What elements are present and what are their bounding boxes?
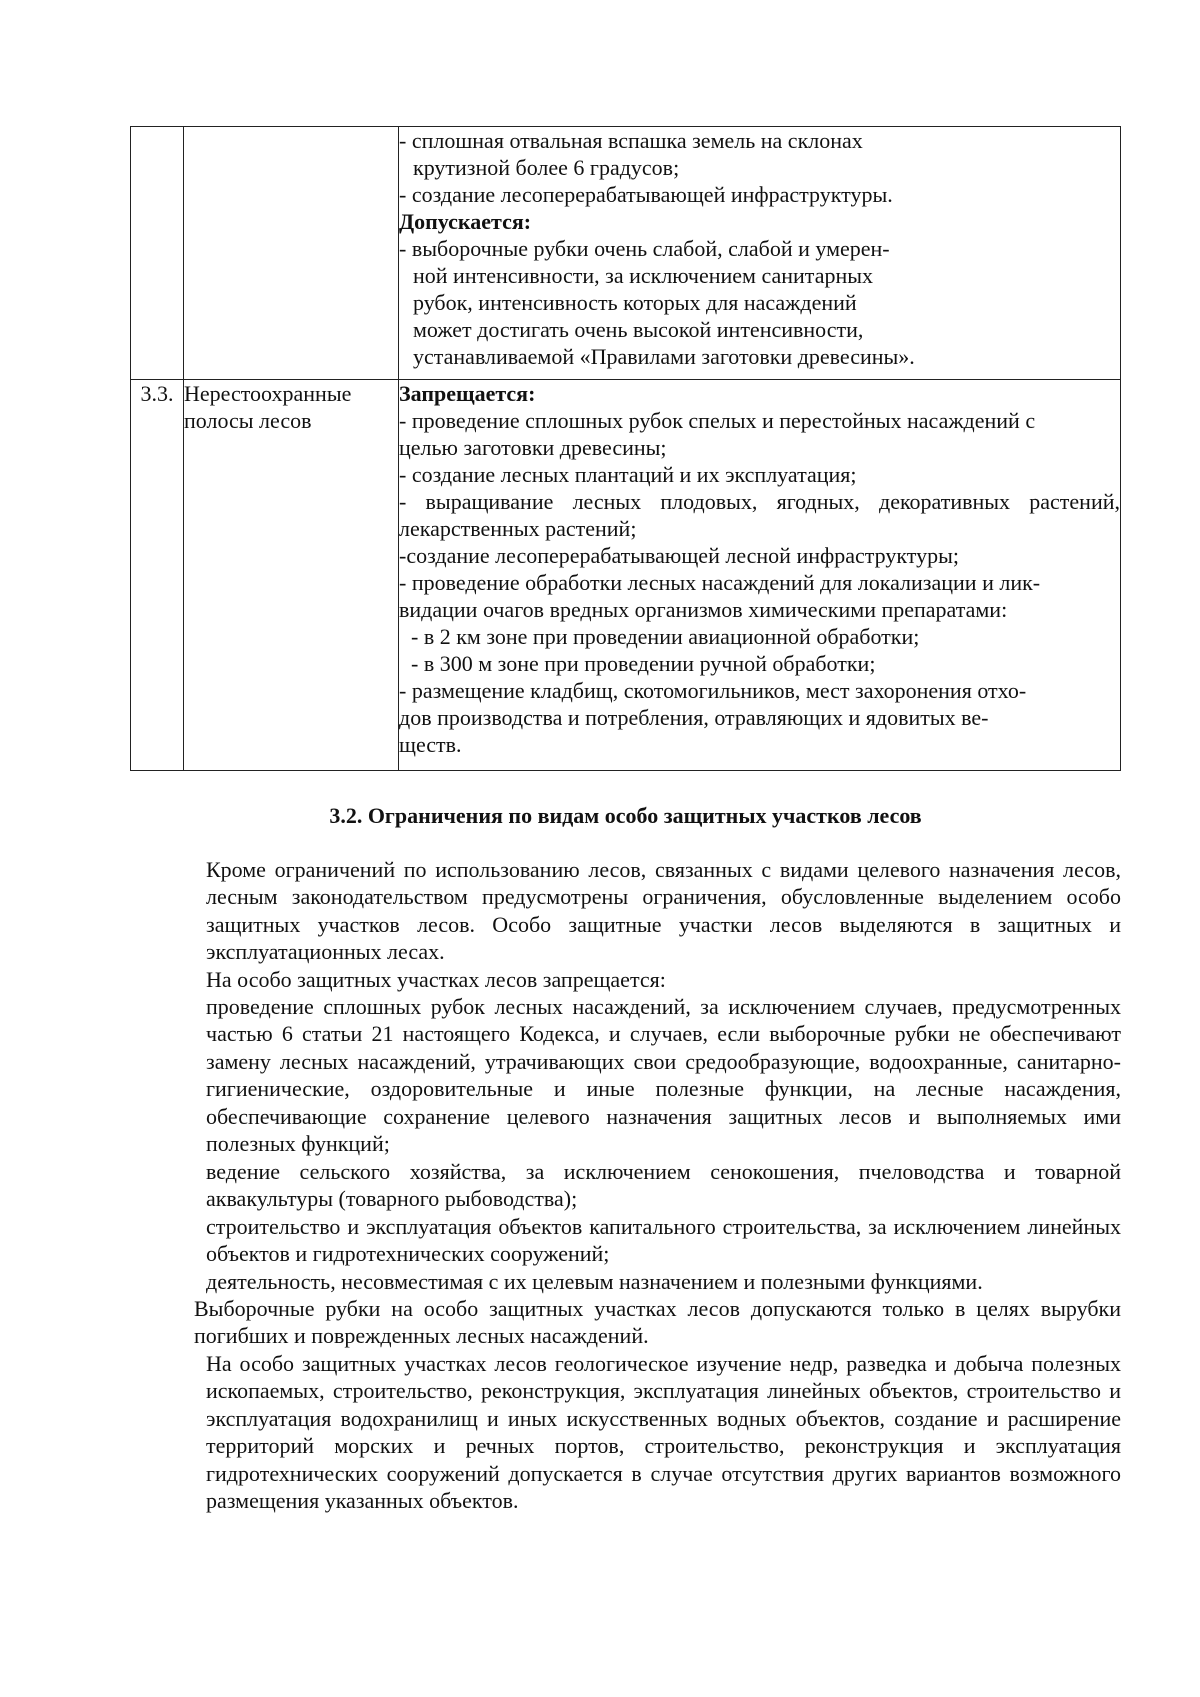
row-name-cell xyxy=(184,127,399,380)
allowed-line: - выборочные рубки очень слабой, слабой и умерен- xyxy=(399,236,890,261)
restriction-line: - выращивание лесных плодовых, ягодных, декоративных растений, xyxy=(399,489,1120,514)
paragraph xyxy=(134,1158,1121,1213)
paragraph-text: На особо защитных участках лесов геологическое изучение недр, разведка и добыча полезных ископаемых, строительство, реконструкция, эксплуатация линейных объектов, строительство и эксплуатация водохранилищ и иных искусственных водных объектов, создание и расширение территорий морских и речных портов, строительство, реконструкция и эксплуатация гидротехнических сооружений допускается в случае отсутствия других вариантов возможного размещения указанных объектов. xyxy=(206,1351,1121,1514)
allowed-line: рубок, интенсивность которых для насаждений xyxy=(413,290,857,315)
paragraph xyxy=(134,1295,1121,1350)
paragraph-text: На особо защитных участках лесов запрещается: xyxy=(206,967,666,992)
paragraph-text: Выборочные рубки на особо защитных участках лесов допускаются только в целях вырубки погибших и поврежденных лесных насаждений. xyxy=(194,1296,1121,1349)
allowed-heading: Допускается: xyxy=(399,209,532,234)
row-name-cell xyxy=(184,380,399,771)
row-restrictions-cell xyxy=(399,380,1121,771)
restriction-line: - размещение кладбищ, скотомогильников, мест захоронения отхо- xyxy=(399,678,1027,703)
paragraph xyxy=(134,856,1121,966)
paragraph xyxy=(134,1213,1121,1268)
restriction-line: -создание лесоперерабатывающей лесной инфраструктуры; xyxy=(399,543,959,568)
row-restrictions-cell xyxy=(399,127,1121,380)
section-title: 3.2. Ограничения по видам особо защитных участков лесов xyxy=(329,803,922,828)
paragraph xyxy=(134,993,1121,1157)
row-name-line: полосы лесов xyxy=(184,408,312,433)
restriction-line: видации очагов вредных организмов химическими препаратами: xyxy=(399,597,1008,622)
restriction-line: - в 300 м зоне при проведении ручной обработки; xyxy=(411,651,876,676)
allowed-line: устанавливаемой «Правилами заготовки древесины». xyxy=(413,344,915,369)
table-row xyxy=(131,127,1121,380)
paragraph xyxy=(134,1350,1121,1514)
restriction-line: - создание лесных плантаций и их эксплуатация; xyxy=(399,462,857,487)
restriction-line: целью заготовки древесины; xyxy=(399,435,667,460)
paragraph xyxy=(134,1268,1121,1295)
restriction-line: крутизной более 6 градусов; xyxy=(413,155,680,180)
paragraph-text: ведение сельского хозяйства, за исключением сенокошения, пчеловодства и товарной аквакультуры (товарного рыбоводства); xyxy=(206,1159,1121,1212)
restriction-line: - проведение обработки лесных насаждений для локализации и лик- xyxy=(399,570,1041,595)
allowed-line: ной интенсивности, за исключением санитарных xyxy=(413,263,874,288)
prohibited-heading: Запрещается: xyxy=(399,381,536,406)
row-name-line: Нерестоохранные xyxy=(184,381,352,406)
restriction-line: - создание лесоперерабатывающей инфраструктуры. xyxy=(399,182,893,207)
restriction-line: - в 2 км зоне при проведении авиационной обработки; xyxy=(411,624,920,649)
restriction-line: дов производства и потребления, отравляющих и ядовитых ве- xyxy=(399,705,989,730)
row-number-cell xyxy=(131,127,184,380)
restrictions-table xyxy=(130,126,1121,771)
paragraph-text: деятельность, несовместимая с их целевым назначением и полезными функциями. xyxy=(206,1269,983,1294)
restriction-line: лекарственных растений; xyxy=(399,516,637,541)
allowed-line: может достигать очень высокой интенсивности, xyxy=(413,317,864,342)
paragraph xyxy=(134,966,1121,993)
paragraph-text: строительство и эксплуатация объектов капитального строительства, за исключением линейных объектов и гидротехнических сооружений; xyxy=(206,1214,1121,1267)
row-number-cell: 3.3. xyxy=(131,380,184,771)
table-row xyxy=(131,380,1121,771)
paragraph-text: Кроме ограничений по использованию лесов, связанных с видами целевого назначения лесов, лесным законодательством предусмотрены ограничения, обусловленные выделением особо защитных участков лесов. Особо защитные участки лесов выделяются в защитных и эксплуатационных лесах. xyxy=(206,857,1121,965)
paragraph-text: проведение сплошных рубок лесных насаждений, за исключением случаев, предусмотренных частью 6 статьи 21 настоящего Кодекса, и случаев, если выборочные рубки не обеспечивают замену лесных насаждений, утрачивающих свои средообразующие, водоохранные, санитарно-гигиенические, оздоровительные и иные полезные функции, на лесные насаждения, обеспечивающие сохранение целевого назначения защитных лесов и выполняемых ими полезных функций; xyxy=(206,994,1121,1157)
restriction-line: ществ. xyxy=(399,732,462,757)
restriction-line: - сплошная отвальная вспашка земель на склонах xyxy=(399,128,863,153)
restriction-line: - проведение сплошных рубок спелых и перестойных насаждений с xyxy=(399,408,1036,433)
